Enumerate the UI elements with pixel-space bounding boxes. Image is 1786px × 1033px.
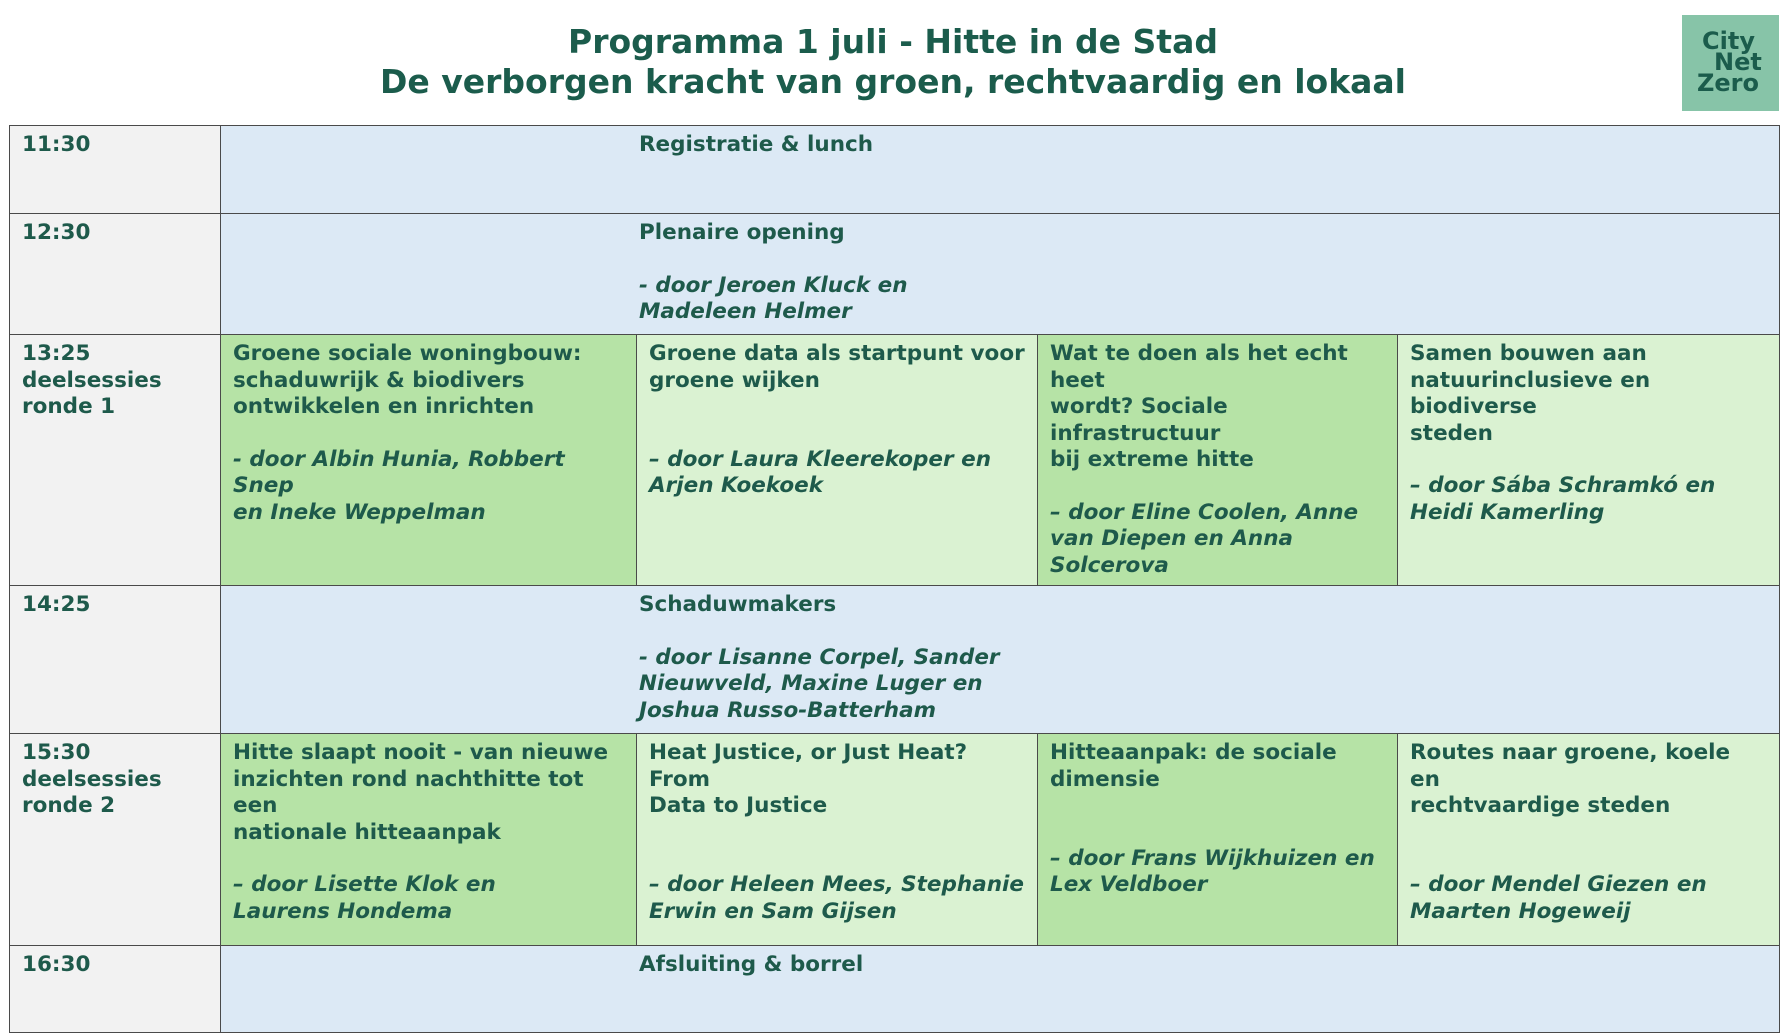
page-title [0,22,1786,102]
session-title: Hitteaanpak: de sociale [1050,740,1337,765]
time-cell [10,126,221,214]
session-cell [221,734,637,946]
session-title: Plenaire opening [639,220,845,245]
plenary-cell [221,214,1780,335]
logo-line-1: City [1702,27,1755,55]
session-cell [1398,335,1780,586]
city-net-zero-logo [1682,15,1779,111]
speakers-line: Madeleen Helmer [639,299,852,324]
session-speakers [1050,500,1385,580]
speakers-line: - door Albin Hunia, Robbert Snep [233,446,565,498]
speakers-line: Lex Veldboer [1050,872,1208,897]
session-speakers [233,872,624,925]
session-title: Heat Justice, or Just Heat? From [649,740,968,792]
session-speakers [639,273,1767,326]
session-title: bij extreme hitte [1050,447,1254,472]
session-cell [221,335,637,586]
session-cell [1038,734,1398,946]
table-row [10,335,1780,586]
speakers-line: en Ineke Weppelman [233,499,486,525]
round-label: deelsessies [22,367,162,393]
title-line-1: Programma 1 juli - Hitte in de Stad [568,22,1218,61]
table-row [10,214,1780,335]
session-title: Data to Justice [649,793,828,818]
session-title: Registratie & lunch [639,132,874,157]
speakers-line: - door Lisanne Corpel, Sander [639,644,1000,670]
speakers-line: Maarten Hogeweij [1410,898,1631,924]
speakers-line: Heidi Kamerling [1410,499,1605,525]
round-label: ronde 2 [22,793,116,818]
plenary-cell [221,126,1780,214]
session-title: inzichten rond nachthitte tot een [233,766,584,818]
speakers-line: – door Laura Kleerekoper en [649,446,991,472]
session-cell [1038,335,1398,586]
session-title: Hitte slaapt nooit - van nieuwe [233,740,609,765]
time-label: 14:25 [22,592,91,617]
session-title: schaduwrijk & biodivers [233,367,525,393]
session-title: groene wijken [649,367,820,393]
logo-line-3: Zero [1697,69,1760,97]
session-cell [637,734,1038,946]
program-table [9,125,1780,1033]
session-title: wordt? Sociale infrastructuur [1050,394,1228,446]
round-label: ronde 1 [22,394,116,419]
table-row [10,126,1780,214]
speakers-line: Erwin en Sam Gijsen [649,898,897,924]
session-title: rechtvaardige steden [1410,793,1671,818]
session-title: dimensie [1050,766,1160,792]
time-label: 16:30 [22,952,91,977]
round-label: deelsessies [22,766,162,792]
session-speakers [1410,872,1767,925]
time-cell [10,586,221,734]
session-title: steden [1410,420,1493,446]
session-title: Wat te doen als het echt heet [1050,341,1348,393]
speakers-line: van Diepen en Anna [1050,526,1294,551]
speakers-line: – door Heleen Mees, Stephanie [649,872,1024,897]
title-line-2: De verborgen kracht van groen, rechtvaardig en lokaal [379,62,1406,101]
speakers-line: Solcerova [1050,552,1169,578]
session-title: Routes naar groene, koele en [1410,740,1731,792]
time-label: 13:25 [22,341,91,366]
logo-line-2: Net [1714,48,1762,76]
speakers-line: – door Lisette Klok en [233,872,496,897]
session-speakers [639,645,1767,725]
speakers-line: - door Jeroen Kluck en [639,272,908,298]
session-title: natuurinclusieve en biodiverse [1410,367,1651,419]
session-title: ontwikkelen en inrichten [233,394,535,419]
session-cell [1398,734,1780,946]
session-title: Samen bouwen aan [1410,341,1647,366]
session-speakers [1410,473,1767,526]
time-label: 15:30 [22,740,91,765]
time-cell [10,946,221,1033]
speakers-line: – door Sába Schramkó en [1410,473,1716,498]
table-row [10,586,1780,734]
time-cell [10,734,221,946]
session-speakers [1050,846,1385,899]
time-label: 11:30 [22,132,91,157]
speakers-line: Arjen Koekoek [649,473,824,498]
speakers-line: – door Frans Wijkhuizen en [1050,845,1375,871]
session-title: Afsluiting & borrel [639,952,864,977]
speakers-line: – door Eline Coolen, Anne [1050,499,1359,525]
speakers-line: Nieuwveld, Maxine Luger en [639,671,983,696]
time-label: 12:30 [22,220,91,245]
session-cell [637,335,1038,586]
session-speakers [233,447,624,527]
session-title: Groene data als startpunt voor [649,341,1025,366]
speakers-line: – door Mendel Giezen en [1410,872,1707,897]
speakers-line: Joshua Russo-Batterham [639,697,937,723]
session-speakers [649,447,1025,500]
time-cell [10,214,221,335]
table-row [10,946,1780,1033]
session-speakers [649,872,1025,925]
plenary-cell [221,586,1780,734]
session-title: nationale hitteaanpak [233,819,501,845]
plenary-cell [221,946,1780,1033]
table-row [10,734,1780,946]
session-title: Schaduwmakers [639,592,837,617]
session-title: Groene sociale woningbouw: [233,341,582,366]
speakers-line: Laurens Hondema [233,898,453,924]
time-cell [10,335,221,586]
